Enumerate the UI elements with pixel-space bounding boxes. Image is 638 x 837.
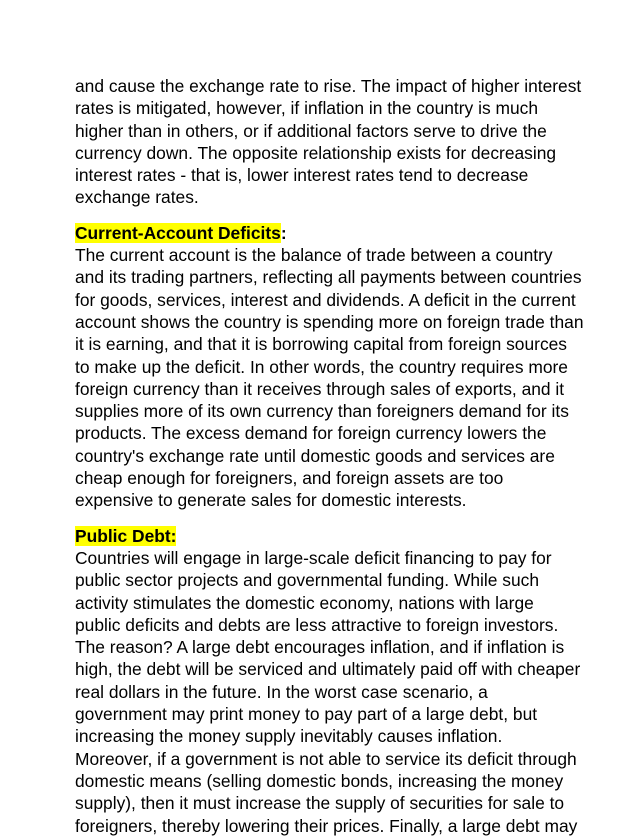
paragraph-line: foreign currency than it receives through sales of exports, and it [75,378,565,399]
highlighted-heading-text: Current-Account Deficits [75,222,281,243]
paragraph-line: it is earning, and that it is borrowing capital from foreign sources [75,334,568,355]
paragraph-line: high, the debt will be serviced and ultimately paid off with cheaper [75,659,581,680]
paragraph-line: higher than in others, or if additional factors serve to drive the [75,120,547,141]
paragraph-line: government may print money to pay part of a large debt, but [75,704,538,725]
paragraph-line: The current account is the balance of trade between a country [75,245,553,266]
section-heading [75,222,575,244]
paragraph-line: activity stimulates the domestic economy, nations with large [75,592,534,613]
public-debt-section [75,525,581,837]
paragraph-line: country's exchange rate until domestic goods and services are [75,445,555,466]
paragraph-line: interest rates - that is, lower interest rates tend to decrease [75,165,529,186]
paragraph-line: cheap enough for foreigners, and foreign assets are too [75,468,504,489]
paragraph-line: real dollars in the future. In the worst case scenario, a [75,681,488,702]
heading-colon: : [280,222,287,243]
paragraph-line: public deficits and debts are less attractive to foreign investors. [75,614,559,635]
paragraph-line: and its trading partners, reflecting all payments between countries [75,267,582,288]
paragraph-line: public sector projects and governmental funding. While such [75,570,540,591]
current-account-section [75,222,584,512]
paragraph-line: expensive to generate sales for domestic interests. [75,490,467,511]
paragraph-line: for goods, services, interest and dividends. A deficit in the current [75,289,576,310]
highlighted-heading-text: Public Debt: [75,525,177,546]
paragraph-line: Countries will engage in large-scale deficit financing to pay for [75,547,552,568]
section-heading [75,525,575,547]
paragraph-line: currency down. The opposite relationship exists for decreasing [75,142,557,163]
paragraph-line: domestic means (selling domestic bonds, increasing the money [75,770,564,791]
paragraph-line: to make up the deficit. In other words, the country requires more [75,356,568,377]
intro-paragraph [75,75,582,209]
paragraph-line: increasing the money supply inevitably causes inflation. [75,726,503,747]
paragraph-spacer [75,209,575,222]
paragraph-line: The reason? A large debt encourages inflation, and if inflation is [75,637,565,658]
paragraph-line: supplies more of its own currency than foreigners demand for its [75,401,569,422]
paragraph-line: Moreover, if a government is not able to service its deficit through [75,748,577,769]
paragraph-line: exchange rates. [75,187,199,208]
paragraph-spacer [75,512,575,525]
paragraph-line: rates is mitigated, however, if inflation in the country is much [75,98,538,119]
document-page [75,75,584,837]
paragraph-line: supply), then it must increase the supply of securities for sale to [75,793,565,814]
paragraph-line: and cause the exchange rate to rise. The impact of higher interest [75,76,582,96]
paragraph-line: products. The excess demand for foreign currency lowers the [75,423,547,444]
paragraph-line: account shows the country is spending more on foreign trade than [75,311,584,332]
paragraph-line: foreigners, thereby lowering their prices. Finally, a large debt may [75,815,578,836]
